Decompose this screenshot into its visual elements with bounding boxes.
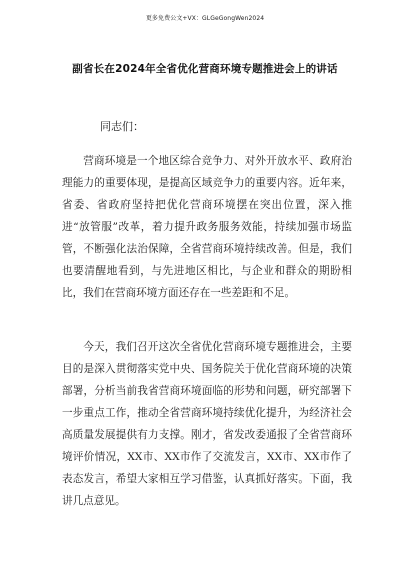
- paragraph-1: 营商环境是一个地区综合竞争力、对外开放水平、政府治理能力的重要体现，是提高区域竞争力的重要内容。近年来，省委、省政府坚持把优化营商环境摆在突出位置，深入推进“放管服”改革，着力提升政务服务效能，持续加强市场监管，不断强化法治保障，全省营商环境持续改善。但是，我们也要清醒地看到，与先进地区相比，与企业和群众的期盼相比，我们在营商环境方面还存在一些差距和不足。: [62, 155, 352, 299]
- document-title: 副省长在2024年全省优化营商环境专题推进会上的讲话: [72, 63, 338, 75]
- paragraph-2: 今天，我们召开这次全省优化营商环境专题推进会，主要目的是深入贯彻落实党中央、国务院关于优化营商环境的决策部署，分析当前我省营商环境面临的形势和问题，研究部署下一步重点工作，推动全省营商环境持续优化提升，为经济社会高质量发展提供有力支撑。刚才，省发改委通报了全省营商环境评价情况，XX市、XX市作了交流发言，XX市、XX市作了表态发言，希望大家相互学习借鉴，认真抓好落实。下面，我讲几点意见。: [62, 341, 352, 507]
- salutation: 同志们：: [100, 120, 144, 133]
- header-note: 更多免费公文+VX：GLGeGongWen2024: [145, 15, 265, 22]
